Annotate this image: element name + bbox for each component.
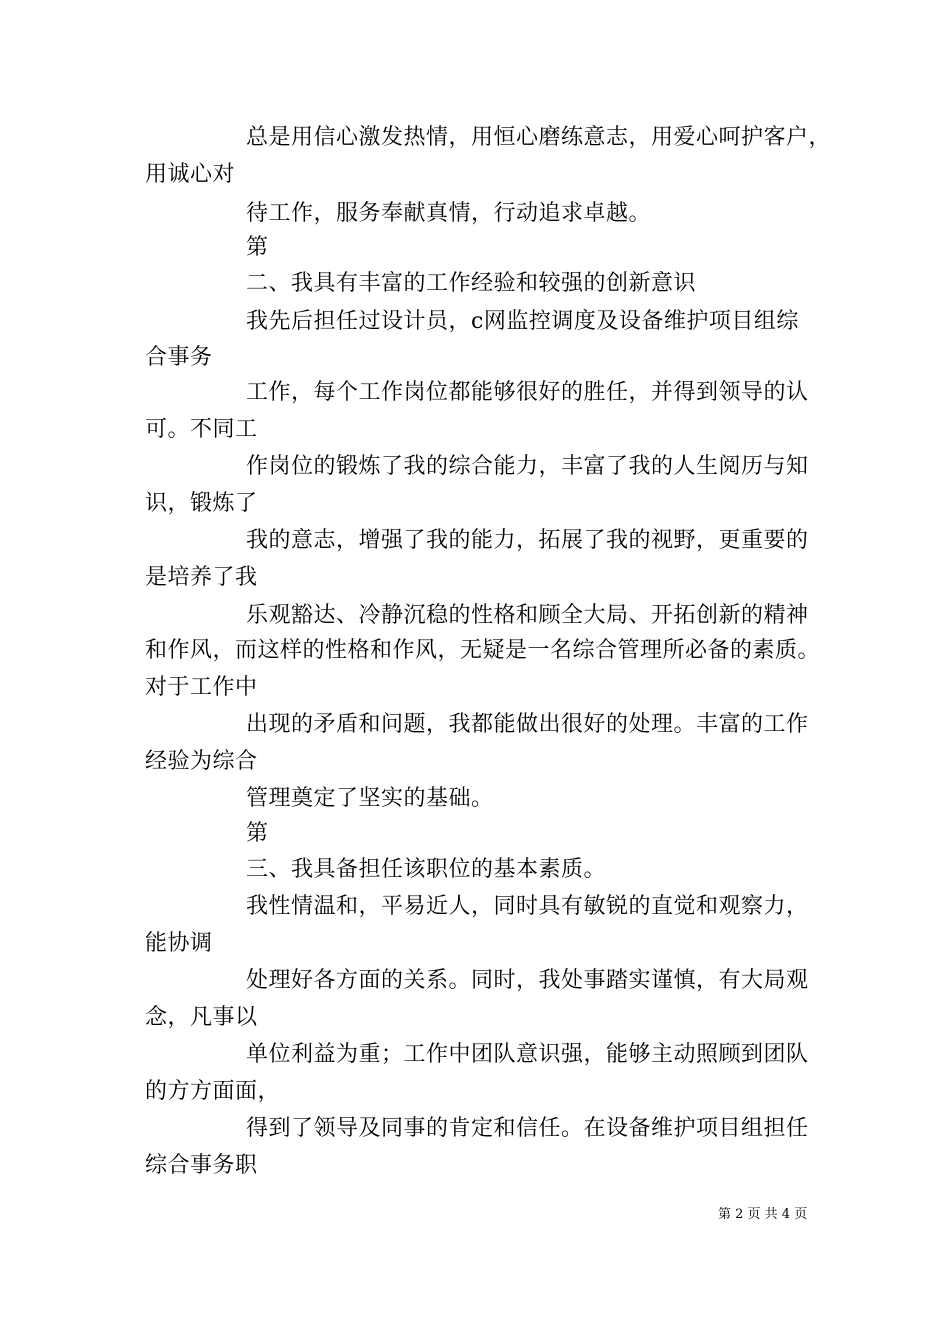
section-heading: 二、我具有丰富的工作经验和较强的创新意识 [246, 271, 697, 296]
text-line: 合事务 [145, 345, 213, 370]
text-line: 可。不同工 [145, 417, 258, 442]
text-line: 念，凡事以 [145, 1005, 258, 1030]
text-line: 工作，每个工作岗位都能够很好的胜任，并得到领导的认 [246, 380, 809, 405]
text-line: 处理好各方面的关系。同时，我处事踏实谨慎，有大局观 [246, 968, 809, 993]
text-line: 管理奠定了坚实的基础。 [246, 786, 494, 811]
text-line: 的方方面面， [145, 1079, 281, 1104]
text-line: 总是用信心激发热情，用恒心磨练意志，用爱心呵护客户， [246, 125, 832, 150]
text-line: 是培养了我 [145, 565, 258, 590]
text-line: 识，锻炼了 [145, 491, 258, 516]
text-line: 单位利益为重；工作中团队意识强，能够主动照顾到团队 [246, 1042, 809, 1067]
text-line: 我先后担任过设计员，c网监控调度及设备维护项目组综 [246, 309, 799, 334]
text-line: 能协调 [145, 931, 213, 956]
text-line: 用诚心对 [145, 162, 236, 187]
text-line: 综合事务职 [145, 1153, 258, 1178]
text-line: 经验为综合 [145, 749, 258, 774]
text-line: 得到了领导及同事的肯定和信任。在设备维护项目组担任 [246, 1116, 809, 1141]
section-heading: 三、我具备担任该职位的基本素质。 [246, 857, 607, 882]
text-line: 第 [246, 821, 269, 846]
text-line: 我的意志，增强了我的能力，拓展了我的视野，更重要的 [246, 528, 809, 553]
text-line: 出现的矛盾和问题，我都能做出很好的处理。丰富的工作 [246, 712, 809, 737]
page-number-footer: 第 2 页 共 4 页 [718, 1207, 808, 1222]
text-line: 和作风，而这样的性格和作风，无疑是一名综合管理所必备的素质。 [145, 638, 821, 663]
text-line: 乐观豁达、冷静沉稳的性格和顾全大局、开拓创新的精神 [246, 603, 809, 628]
text-line: 待工作，服务奉献真情，行动追求卓越。 [246, 201, 652, 226]
text-line: 作岗位的锻炼了我的综合能力，丰富了我的人生阅历与知 [246, 454, 809, 479]
text-line: 我性情温和，平易近人，同时具有敏锐的直觉和观察力， [246, 894, 809, 919]
text-line: 第 [246, 235, 269, 260]
text-line: 对于工作中 [145, 675, 258, 700]
